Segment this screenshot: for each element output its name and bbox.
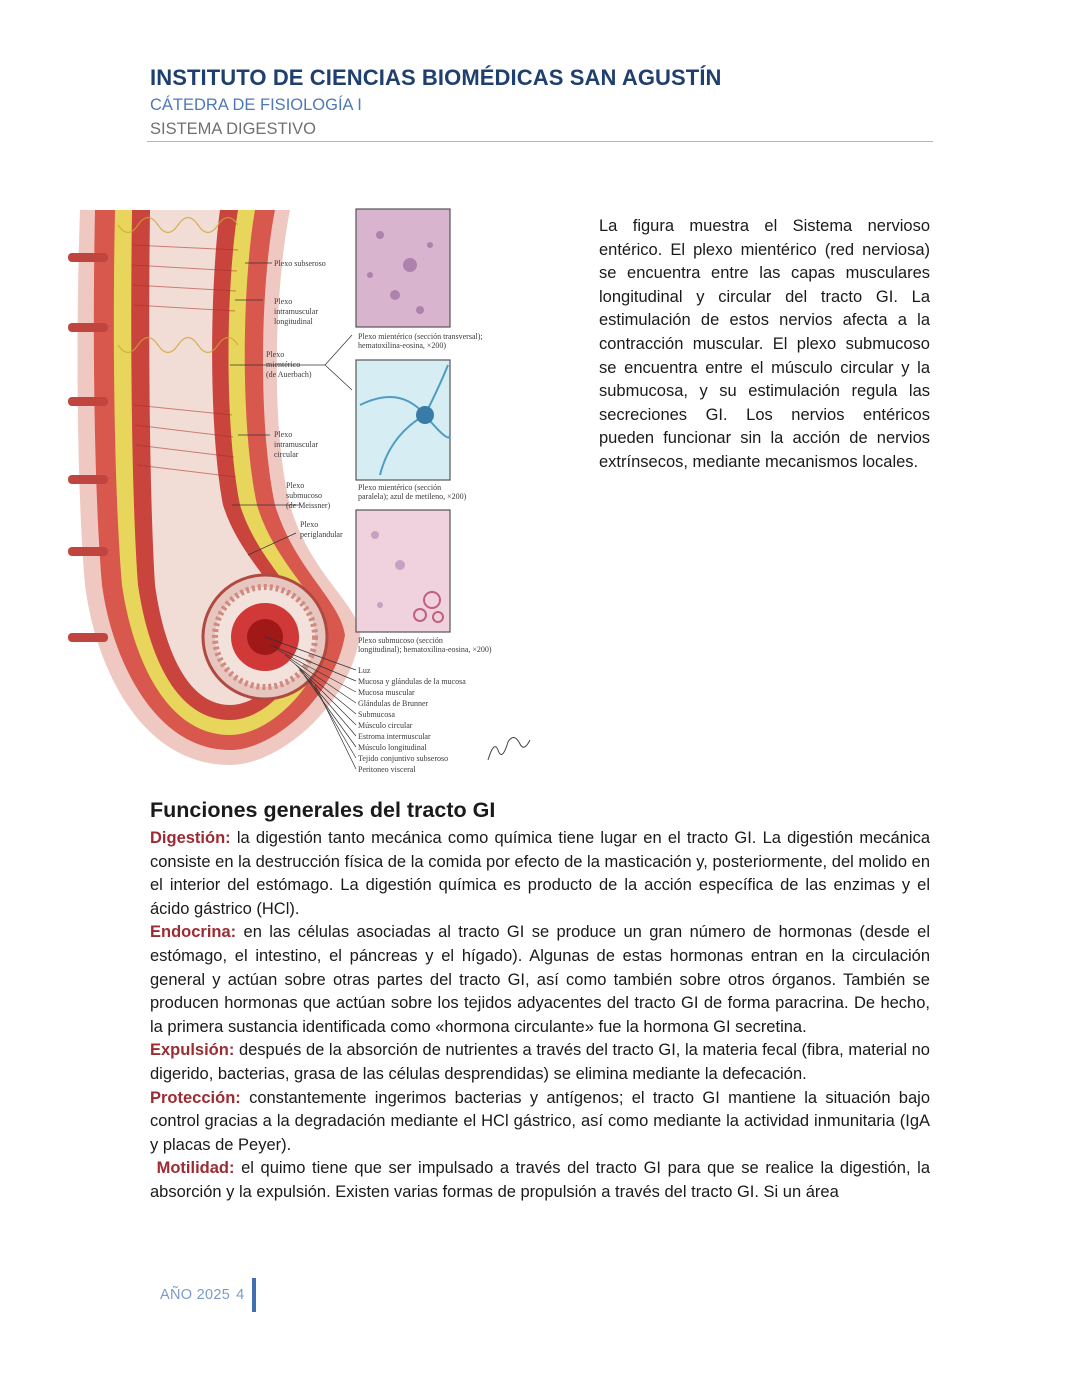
svg-text:Plexo mientérico (sección tran: Plexo mientérico (sección transversal); [358,332,483,341]
figure-description: La figura muestra el Sistema nervioso entérico. El plexo mientérico (red nerviosa) se encuentra entre las capas musculares longitudinal y circular del tracto GI. La estimulación de estos nervios afecta a la contracción muscular. El plexo submucoso se encuentra entre el músculo circular y la submucosa, y su estimulación regula las secreciones GI. Los nervios entéricos pueden funcionar sin la acción de nervios extrínsecos, mediante mecanismos locales. [599,217,930,471]
svg-text:mientérico: mientérico [266,360,301,369]
svg-text:Plexo: Plexo [274,430,293,439]
svg-text:(de Meissner): (de Meissner) [286,501,331,510]
svg-text:paralela); azul de metileno, ×: paralela); azul de metileno, ×200) [358,492,467,501]
function-motility [150,1157,930,1204]
function-text: después de la absorción de nutrientes a través del tracto GI, la materia fecal (fibra, material no digerido, bacterias, grasa de las células desprendidas) se elimina mediante la defecación. [150,1041,930,1083]
page-header [150,64,933,141]
svg-text:Plexo: Plexo [286,481,305,490]
svg-text:Submucosa: Submucosa [358,710,395,719]
function-term: Protección: [150,1088,241,1107]
function-term: Endocrina: [150,923,237,942]
anatomy-illustration [60,205,535,780]
function-text: el quimo tiene que ser impulsado a través del tracto GI para que se realice la digestión, la absorción y la expulsión. Existen varias formas de propulsión a través del tracto GI. Si un área [150,1159,930,1201]
footer-year: AÑO 2025 [160,1287,231,1303]
svg-text:Plexo mientérico (sección: Plexo mientérico (sección [358,483,442,492]
micrograph-transverse [356,209,450,327]
chair-name: CÁTEDRA DE FISIOLOGÍA I [150,96,362,114]
svg-text:submucoso: submucoso [286,491,322,500]
function-text: en las células asociadas al tracto GI se produce un gran número de hormonas (desde el estómago, el intestino, el páncreas y el hígado). Algunas de estas hormonas entran en la circulación general y actúan sobre otras partes del tracto GI, así como también sobre otros órganos. También se producen hormonas que actúan sobre los tejidos adyacentes del tracto GI de forma paracrina. De hecho, la primera sustancia identificada como «hormona circulante» fue la hormona GI secretina. [150,923,930,1036]
micrograph-parallel [356,360,450,480]
svg-text:Plexo: Plexo [300,520,319,529]
svg-text:periglandular: periglandular [300,530,343,539]
svg-text:circular: circular [274,450,299,459]
function-term: Motilidad: [156,1159,235,1178]
function-protection [150,1087,930,1158]
label-plexo-subseroso: Plexo subseroso [274,259,326,268]
function-term: Expulsión: [150,1041,235,1060]
function-term: Digestión: [150,829,231,847]
svg-text:Peritoneo visceral: Peritoneo visceral [358,765,416,774]
page-number: 4 [236,1287,245,1303]
page-footer [160,1278,256,1312]
header-divider [147,141,933,142]
artist-signature [488,737,530,760]
svg-text:Estroma intermuscular: Estroma intermuscular [358,732,431,741]
svg-text:Músculo longitudinal: Músculo longitudinal [358,743,427,752]
enteric-nervous-system-figure [60,205,535,780]
institute-name: INSTITUTO DE CIENCIAS BIOMÉDICAS SAN AGUSTÍN [150,65,722,90]
svg-text:Músculo circular: Músculo circular [358,721,413,730]
function-text: la digestión tanto mecánica como química tiene lugar en el tracto GI. La digestión mecánica consiste en la destrucción física de la comida por efecto de la masticación y, posteriormente, del molido en el interior del estómago. La digestión química es producto de la acción específica de las enzimas y el ácido gástrico (HCl). [150,829,930,918]
svg-text:Plexo: Plexo [274,297,293,306]
section-title: Funciones generales del tracto GI [150,798,496,822]
svg-text:longitudinal); hematoxilina-eo: longitudinal); hematoxilina-eosina, ×200) [358,645,492,654]
svg-text:hematoxilina-eosina, ×200): hematoxilina-eosina, ×200) [358,341,447,350]
function-expulsion [150,1039,930,1086]
function-text: constantemente ingerimos bacterias y antígenos; el tracto GI mantiene la situación bajo control gracias a la degradación mediante el HCl gástrico, así como mediante la actividad inmunitaria (IgA y placas de Peyer). [150,1088,930,1154]
neuron-body [416,406,434,424]
svg-text:Mucosa y glándulas de la mucos: Mucosa y glándulas de la mucosa [358,677,466,686]
micrograph-longitudinal [356,510,450,632]
subject-name: SISTEMA DIGESTIVO [150,120,316,138]
svg-text:Mucosa muscular: Mucosa muscular [358,688,415,697]
svg-text:(de Auerbach): (de Auerbach) [266,370,312,379]
svg-text:intramuscular: intramuscular [274,440,318,449]
svg-text:Tejido conjuntivo subseroso: Tejido conjuntivo subseroso [358,754,449,763]
svg-text:Glándulas de Brunner: Glándulas de Brunner [358,699,429,708]
svg-text:Luz: Luz [358,666,371,675]
footer-bar [252,1278,256,1312]
svg-text:Plexo: Plexo [266,350,285,359]
svg-text:longitudinal: longitudinal [274,317,313,326]
function-endocrine [150,921,930,1039]
functions-section [150,795,930,1205]
function-digestion [150,827,930,921]
svg-text:Plexo submucoso (sección: Plexo submucoso (sección [358,636,443,645]
svg-text:intramuscular: intramuscular [274,307,318,316]
